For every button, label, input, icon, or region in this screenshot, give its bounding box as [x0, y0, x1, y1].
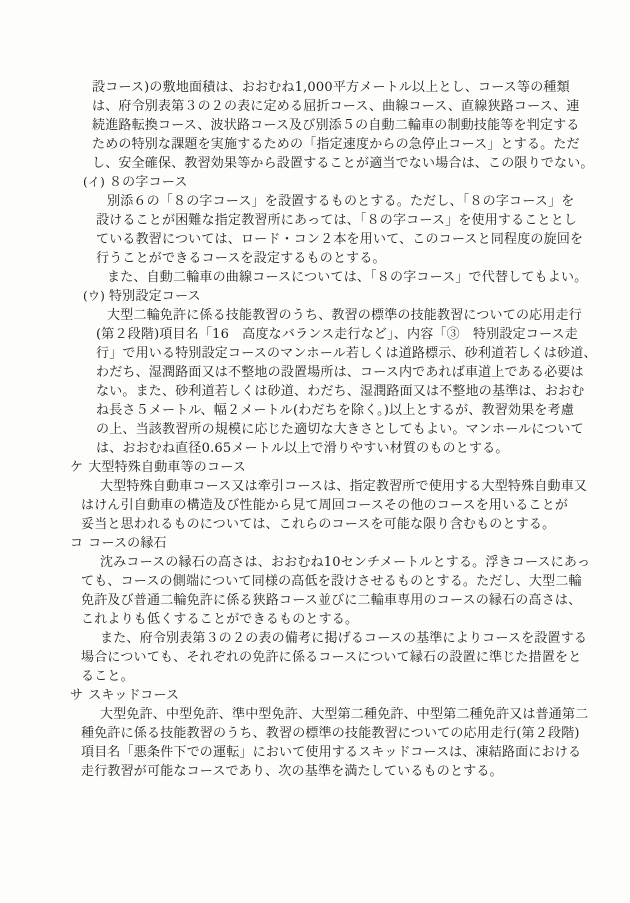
text-line: はけん引自動車の構造及び性能から見て周回コースその他のコースを用いることが	[81, 498, 569, 513]
text-line: 種免許に係る技能教習のうち、教習の標準の技能教習についての応用走行(第２段階)	[81, 726, 580, 741]
text-line: の上、当該教習所の規模に応じた適切な大きさとしてもよい。マンホールについて	[96, 422, 584, 437]
text-line: 設コース)の敷地面積は、おおむね1,000平方メートル以上とし、コース等の種類	[92, 80, 570, 95]
section-heading	[70, 458, 630, 477]
section-title: 大型特殊自動車等のコース	[88, 460, 246, 475]
text-line: また、自動二輪車の曲線コースについては、「８の字コース」で代替してもよい。	[107, 270, 588, 285]
section-title: ８の字コース	[108, 175, 188, 190]
section-label: コ	[70, 536, 84, 551]
section-label: サ	[70, 688, 84, 703]
text-line: 場合についても、それぞれの免許に係るコースについて縁石の設置に準じた措置をと	[81, 650, 582, 665]
text-line: 大型特殊自動車コース又は牽引コースは、指定教習所で使用する大型特殊自動車又	[100, 479, 588, 494]
text-line: 行」で用いる特別設定コースのマンホール若しくは道路標示、砂利道若しくは砂道、	[96, 346, 597, 361]
section-heading	[83, 173, 630, 192]
text-line: 大型二輪免許に係る技能教習のうち、教習の標準の技能教習についての応用走行	[107, 308, 582, 323]
section-heading	[83, 287, 630, 306]
section-title: コースの縁石	[88, 536, 167, 551]
text-line: 沈みコースの縁石の高さは、おおむね10センチメートルとする。浮きコースにあっ	[100, 555, 591, 570]
text-line: し、安全確保、教習効果等から設置することが適当でない場合は、この限りでない。	[92, 156, 594, 171]
text-line: (第２段階)項目名「16 高度なバランス走行など」、内容「③ 特別設定コース走	[96, 327, 578, 342]
section-label: ケ	[70, 460, 84, 475]
text-line: 設けることが困難な指定教習所にあっては、「８の字コース」を使用することとし	[96, 213, 578, 228]
text-line: 走行教習が可能なコースであり、次の基準を満たしているものとする。	[81, 764, 503, 779]
text-line: これよりも低くすることができるものとする。	[81, 612, 359, 627]
text-line: また、府令別表第３の２の表の備考に掲げるコースの基準によりコースを設置する	[100, 631, 588, 646]
section-label: (ウ)	[83, 289, 105, 303]
text-line: ね長さ５メートル、幅２メートル(わだちを除く。)以上とするが、教習効果を考慮	[96, 403, 574, 418]
text-line: わだち、湿潤路面又は不整地の設置場所は、コース内であれば車道上である必要は	[96, 365, 584, 380]
text-line: ない。また、砂利道若しくは砂道、わだち、湿潤路面又は不整地の基準は、おおむ	[96, 384, 585, 399]
text-line: 妥当と思われるものについては、これらのコースを可能な限り含むものとする。	[81, 517, 556, 532]
text-line: 続進路転換コース、波状路コース及び別添５の自動二輪車の制動技能等を判定する	[92, 118, 580, 133]
text-line: ても、コースの側端について同様の高低を設けさせるものとする。ただし、大型二輪	[81, 574, 582, 589]
text-line: 免許及び普通二輪免許に係る狭路コース並びに二輪車専用のコースの縁石の高さは、	[81, 593, 582, 608]
section-heading	[70, 534, 630, 553]
document-body	[0, 78, 630, 781]
section-title: 特別設定コース	[108, 289, 201, 304]
section-label: (イ)	[83, 175, 105, 189]
text-line: 大型免許、中型免許、準中型免許、大型第二種免許、中型第二種免許又は普通第二	[100, 707, 589, 722]
text-line: ること。	[81, 669, 134, 684]
section-title: スキッドコース	[88, 688, 180, 703]
text-line: ための特別な課題を実施するための「指定速度からの急停止コース」とする。ただ	[92, 137, 580, 152]
text-line: 行うことができるコースを設定するものとする。	[96, 251, 386, 266]
text-line: 別添６の「８の字コース」を設置するものとする。ただし、「８の字コース」を	[107, 194, 575, 209]
text-line: は、府令別表第３の２の表に定める屈折コース、曲線コース、直線狭路コース、連	[92, 99, 580, 114]
text-line: 項目名「悪条件下での運転」において使用するスキッドコースは、凍結路面における	[81, 745, 582, 760]
text-line: は、おおむね直径0.65メートル以上で滑りやすい材質のものとする。	[96, 441, 509, 456]
section-heading	[70, 686, 630, 705]
text-line: ている教習については、ロード・コン２本を用いて、このコースと同程度の旋回を	[96, 232, 584, 247]
